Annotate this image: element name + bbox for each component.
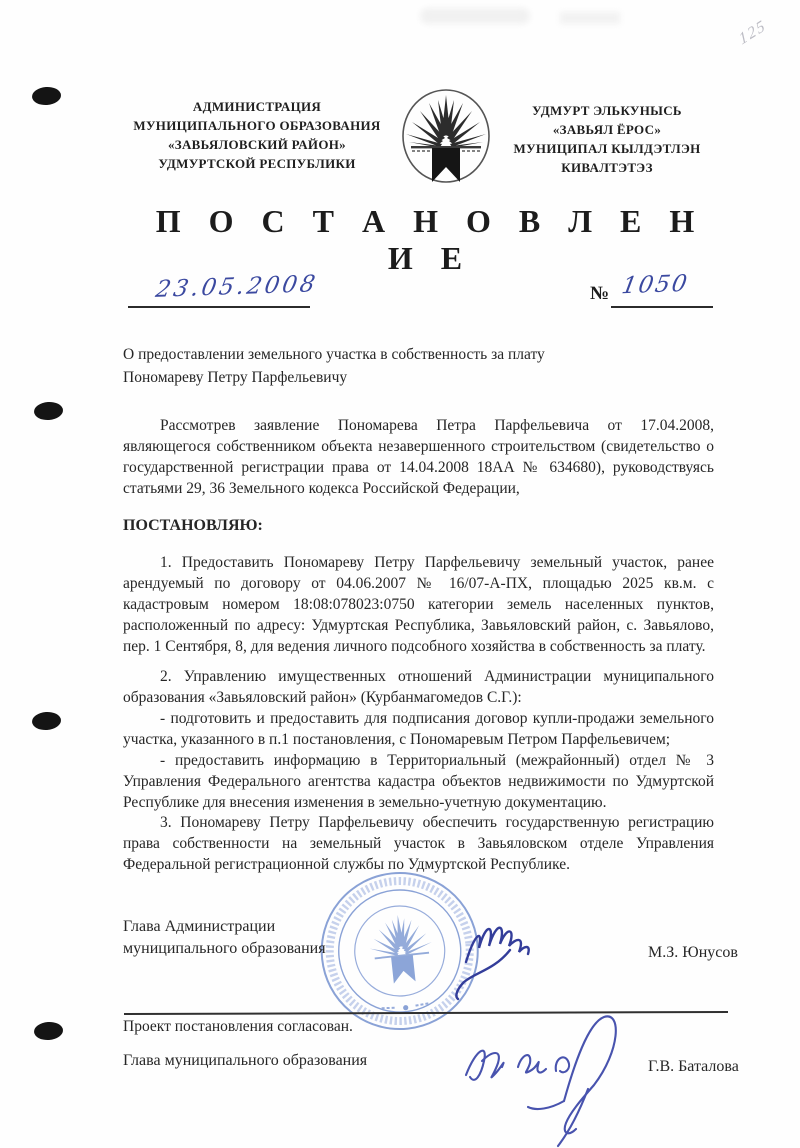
preamble-paragraph: Рассмотрев заявление Пономарева Петра Парфельевича от 17.04.2008, являющегося собственником объекта незавершенного строительством (свидетельство о государственной регистрации права от 14.04.2008 18АА № 634680), руководствуясь статьями 29, 36 Земельного кодекса Российской Федерации, [123, 417, 714, 497]
resolution-item-3: 3. Пономареву Петру Парфельевичу обеспечить государственную регистрацию права собственности на земельный участок в Завьяловском отделе Управления Федеральной регистрационной службы по Удмуртской Республике. [123, 814, 714, 873]
org-name-russian [126, 97, 388, 173]
org-line: АДМИНИСТРАЦИЯ [192, 99, 322, 114]
resolution-item-1: 1. Предоставить Пономареву Петру Парфельевичу земельный участок, ранее арендуемый по договору от 04.06.2007 № 16/07-А-ПХ, площадью 2025 кв.м. с кадастровым номером 18:08:078023:0750 категории земель населенных пунктов, расположенный по адресу: Удмуртская Республика, Завьяловский район, с. Завьялово, пер. 1 Сентября, 8, для ведения личного подсобного хозяйства в собственность за плату. [123, 554, 714, 655]
agreement-note: Проект постановления согласован. [123, 1018, 353, 1035]
subject-line: Пономареву Петру Парфельевичу [123, 369, 348, 386]
position-line: Глава Администрации [123, 918, 276, 935]
subject-line: О предоставлении земельного участка в собственность за плату [123, 346, 545, 363]
scan-bleedthrough-smudge [560, 12, 620, 24]
org-line: УДМУРТ ЭЛЬКУНЫСЬ [532, 103, 682, 118]
resolution-item-2-sub-1: - подготовить и предоставить для подписания договор купли-продажи земельного участка, указанного в п.1 постановления, с Пономаревым Петром Парфельевичем; [123, 710, 714, 748]
binder-hole-mark [31, 711, 61, 731]
org-line: «ЗАВЬЯЛ ЁРОС» [552, 122, 662, 137]
date-underline [128, 306, 310, 308]
resolution-item-2: 2. Управлению имущественных отношений Администрации муниципального образования «Завьяловский район» (Курбанмагомедов С.Г.): [123, 668, 714, 706]
head-admin-name: М.З. Юнусов [648, 944, 738, 961]
signature-yunusov-icon [450, 912, 545, 1007]
resolution-item-2-sub-2: - предоставить информацию в Территориальный (межрайонный) отдел № 3 Управления Федерального агентства кадастра объектов недвижимости по Удмуртской Республике для внесения изменения в земельно-учетную документацию. [123, 752, 714, 811]
org-line: КИВАЛТЭТЭЗ [561, 160, 653, 175]
subject-block [123, 343, 703, 389]
handwritten-number: 1050 [619, 270, 691, 300]
head-municipal-position: Глава муниципального образования [123, 1052, 368, 1069]
document-title: П О С Т А Н О В Л Е Н И Е [155, 203, 705, 276]
head-municipal-name: Г.В. Баталова [648, 1058, 739, 1075]
number-underline [611, 306, 713, 308]
org-line: УДМУРТСКОЙ РЕСПУБЛИКИ [158, 156, 356, 171]
org-line: МУНИЦИПАЛЬНОГО ОБРАЗОВАНИЯ [133, 118, 381, 133]
binder-hole-mark [33, 401, 63, 421]
resolve-heading: ПОСТАНОВЛЯЮ: [123, 517, 263, 534]
signature-batalova-icon [452, 1005, 662, 1148]
number-sign: № [590, 283, 610, 304]
district-swan-emblem-icon [399, 86, 493, 199]
scan-bleedthrough-smudge [420, 8, 530, 24]
pencil-page-number: 125 [736, 16, 769, 49]
org-line: «ЗАВЬЯЛОВСКИЙ РАЙОН» [168, 137, 346, 152]
handwritten-date: 23.05.2008 [153, 271, 320, 303]
binder-hole-mark [33, 1021, 63, 1041]
org-line: МУНИЦИПАЛ КЫЛДЭТЛЭН [513, 141, 701, 156]
org-name-udmurt [500, 101, 714, 177]
binder-hole-mark [31, 86, 61, 106]
position-line: муниципального образования [123, 940, 326, 957]
